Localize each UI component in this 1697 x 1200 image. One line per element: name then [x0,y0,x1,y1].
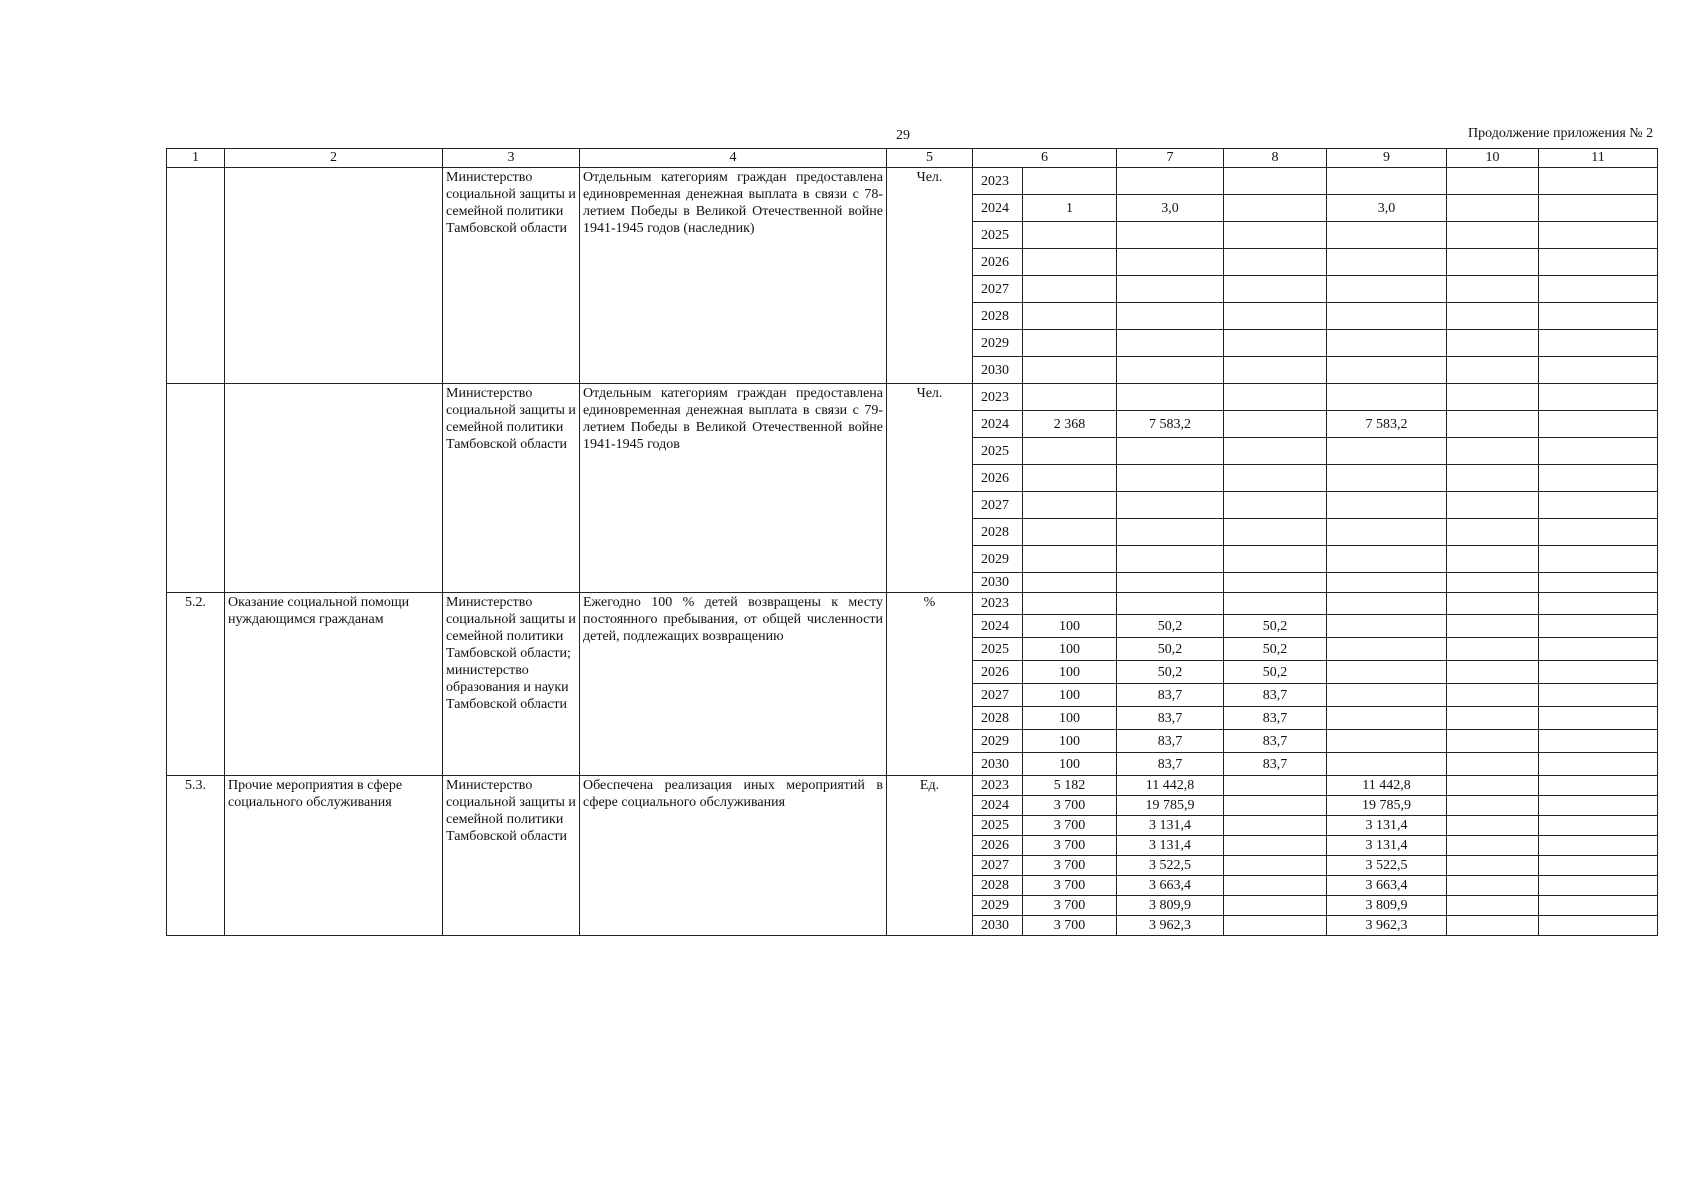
col8-cell [1224,249,1327,276]
total-cell: 83,7 [1117,684,1224,707]
col8-cell [1224,411,1327,438]
col10-cell [1447,896,1539,916]
col10-cell [1447,546,1539,573]
total-cell: 7 583,2 [1117,411,1224,438]
col11-cell [1539,753,1658,776]
result-cell: Обеспечена реализация иных мероприятий в сфере социального обслуживания [580,776,887,936]
value-cell: 100 [1023,730,1117,753]
col9-cell: 3 131,4 [1327,836,1447,856]
col11-cell [1539,796,1658,816]
col11-cell [1539,638,1658,661]
item-name-cell [225,168,443,384]
header-cell-10: 10 [1447,149,1539,168]
total-cell [1117,357,1224,384]
col9-cell [1327,357,1447,384]
col11-cell [1539,168,1658,195]
col11-cell [1539,330,1658,357]
year-cell: 2025 [973,438,1023,465]
col11-cell [1539,707,1658,730]
col11-cell [1539,615,1658,638]
col11-cell [1539,303,1658,330]
col8-cell: 50,2 [1224,661,1327,684]
col9-cell [1327,573,1447,593]
value-cell [1023,303,1117,330]
col8-cell [1224,222,1327,249]
year-cell: 2029 [973,896,1023,916]
col8-cell [1224,438,1327,465]
total-cell: 3 522,5 [1117,856,1224,876]
col8-cell [1224,330,1327,357]
total-cell: 3 962,3 [1117,916,1224,936]
col11-cell [1539,730,1658,753]
col11-cell [1539,593,1658,615]
value-cell [1023,384,1117,411]
year-cell: 2023 [973,593,1023,615]
col9-cell [1327,465,1447,492]
total-cell: 3 131,4 [1117,816,1224,836]
unit-cell: % [887,593,973,776]
total-cell [1117,330,1224,357]
col11-cell [1539,384,1658,411]
col9-cell: 11 442,8 [1327,776,1447,796]
value-cell: 1 [1023,195,1117,222]
value-cell: 3 700 [1023,916,1117,936]
value-cell: 100 [1023,638,1117,661]
col11-cell [1539,519,1658,546]
col8-cell [1224,168,1327,195]
total-cell: 3 809,9 [1117,896,1224,916]
col8-cell: 50,2 [1224,615,1327,638]
col9-cell [1327,519,1447,546]
value-cell: 3 700 [1023,876,1117,896]
col11-cell [1539,465,1658,492]
year-cell: 2027 [973,276,1023,303]
value-cell: 100 [1023,707,1117,730]
col11-cell [1539,876,1658,896]
year-cell: 2024 [973,411,1023,438]
year-cell: 2024 [973,796,1023,816]
col10-cell [1447,776,1539,796]
col8-cell [1224,276,1327,303]
col8-cell [1224,876,1327,896]
total-cell [1117,384,1224,411]
col10-cell [1447,465,1539,492]
col8-cell [1224,836,1327,856]
col10-cell [1447,856,1539,876]
unit-cell: Чел. [887,168,973,384]
table-row [167,168,1658,195]
total-cell [1117,222,1224,249]
year-cell: 2030 [973,916,1023,936]
table-row [167,776,1658,796]
header-cell-5: 5 [887,149,973,168]
col9-cell [1327,492,1447,519]
program-table [166,148,1658,936]
year-cell: 2030 [973,753,1023,776]
year-cell: 2026 [973,249,1023,276]
year-cell: 2025 [973,816,1023,836]
col9-cell [1327,330,1447,357]
col9-cell [1327,638,1447,661]
col8-cell: 83,7 [1224,684,1327,707]
col8-cell: 83,7 [1224,753,1327,776]
col11-cell [1539,836,1658,856]
total-cell: 50,2 [1117,615,1224,638]
col10-cell [1447,519,1539,546]
col9-cell: 7 583,2 [1327,411,1447,438]
unit-cell: Ед. [887,776,973,936]
col11-cell [1539,776,1658,796]
col9-cell [1327,684,1447,707]
col9-cell: 3 131,4 [1327,816,1447,836]
value-cell: 3 700 [1023,896,1117,916]
item-number-cell: 5.3. [167,776,225,936]
col8-cell: 83,7 [1224,707,1327,730]
page-number: 29 [896,128,910,143]
total-cell: 3,0 [1117,195,1224,222]
value-cell [1023,573,1117,593]
col9-cell [1327,546,1447,573]
executor-cell: Министерство социальной защиты и семейной политики Тамбовской области [443,384,580,593]
total-cell [1117,303,1224,330]
col8-cell [1224,896,1327,916]
header-cell-8: 8 [1224,149,1327,168]
col8-cell [1224,546,1327,573]
value-cell: 100 [1023,615,1117,638]
item-name-cell: Оказание социальной помощи нуждающимся гражданам [225,593,443,776]
col11-cell [1539,492,1658,519]
year-cell: 2023 [973,168,1023,195]
col10-cell [1447,684,1539,707]
year-cell: 2030 [973,357,1023,384]
year-cell: 2026 [973,836,1023,856]
col8-cell [1224,195,1327,222]
total-cell [1117,546,1224,573]
col10-cell [1447,330,1539,357]
value-cell: 100 [1023,661,1117,684]
col8-cell [1224,796,1327,816]
col8-cell [1224,303,1327,330]
col10-cell [1447,615,1539,638]
col9-cell: 3 809,9 [1327,896,1447,916]
col10-cell [1447,707,1539,730]
year-cell: 2027 [973,856,1023,876]
col11-cell [1539,357,1658,384]
col9-cell: 3 522,5 [1327,856,1447,876]
year-cell: 2024 [973,195,1023,222]
col10-cell [1447,303,1539,330]
col10-cell [1447,492,1539,519]
year-cell: 2030 [973,573,1023,593]
result-cell: Отдельным категориям граждан предоставлена единовременная денежная выплата в связи с 78-летием Победы в Великой Отечественной войне 1941-1945 годов (наследник) [580,168,887,384]
year-cell: 2029 [973,330,1023,357]
col10-cell [1447,573,1539,593]
col11-cell [1539,276,1658,303]
col9-cell [1327,384,1447,411]
col9-cell [1327,661,1447,684]
col9-cell [1327,593,1447,615]
value-cell [1023,357,1117,384]
executor-cell: Министерство социальной защиты и семейной политики Тамбовской области [443,776,580,936]
value-cell [1023,249,1117,276]
col11-cell [1539,916,1658,936]
col10-cell [1447,661,1539,684]
value-cell [1023,438,1117,465]
col11-cell [1539,816,1658,836]
col11-cell [1539,684,1658,707]
header-cell-1: 1 [167,149,225,168]
col8-cell: 83,7 [1224,730,1327,753]
value-cell [1023,492,1117,519]
total-cell [1117,438,1224,465]
col9-cell: 3 962,3 [1327,916,1447,936]
col10-cell [1447,796,1539,816]
year-cell: 2026 [973,661,1023,684]
col10-cell [1447,249,1539,276]
col8-cell [1224,357,1327,384]
year-cell: 2028 [973,876,1023,896]
header-cell-3: 3 [443,149,580,168]
col8-cell [1224,384,1327,411]
col8-cell [1224,816,1327,836]
item-number-cell [167,384,225,593]
total-cell [1117,519,1224,546]
col11-cell [1539,438,1658,465]
unit-cell: Чел. [887,384,973,593]
col10-cell [1447,638,1539,661]
col9-cell [1327,707,1447,730]
col10-cell [1447,836,1539,856]
col9-cell [1327,753,1447,776]
year-cell: 2028 [973,707,1023,730]
header-cell-7: 7 [1117,149,1224,168]
col8-cell [1224,573,1327,593]
col9-cell [1327,249,1447,276]
col10-cell [1447,411,1539,438]
col10-cell [1447,438,1539,465]
col9-cell [1327,222,1447,249]
year-cell: 2026 [973,465,1023,492]
year-cell: 2029 [973,546,1023,573]
year-cell: 2028 [973,303,1023,330]
col11-cell [1539,195,1658,222]
col10-cell [1447,222,1539,249]
header-cell-4: 4 [580,149,887,168]
total-cell: 11 442,8 [1117,776,1224,796]
header-cell-11: 11 [1539,149,1658,168]
total-cell [1117,249,1224,276]
col9-cell: 19 785,9 [1327,796,1447,816]
executor-cell: Министерство социальной защиты и семейной политики Тамбовской области [443,168,580,384]
col8-cell [1224,593,1327,615]
value-cell [1023,593,1117,615]
col11-cell [1539,411,1658,438]
table-row [167,384,1658,411]
result-cell: Ежегодно 100 % детей возвращены к месту постоянного пребывания, от общей численности детей, подлежащих возвращению [580,593,887,776]
col11-cell [1539,661,1658,684]
year-cell: 2025 [973,222,1023,249]
value-cell: 3 700 [1023,836,1117,856]
year-cell: 2028 [973,519,1023,546]
item-name-cell [225,384,443,593]
value-cell [1023,465,1117,492]
col9-cell [1327,168,1447,195]
value-cell [1023,546,1117,573]
item-number-cell [167,168,225,384]
value-cell: 100 [1023,684,1117,707]
value-cell [1023,222,1117,249]
value-cell: 5 182 [1023,776,1117,796]
col11-cell [1539,856,1658,876]
table-row [167,593,1658,615]
appendix-note: Продолжение приложения № 2 [1468,126,1654,141]
total-cell [1117,168,1224,195]
value-cell: 2 368 [1023,411,1117,438]
col8-cell [1224,519,1327,546]
year-cell: 2025 [973,638,1023,661]
col9-cell: 3 663,4 [1327,876,1447,896]
col9-cell [1327,438,1447,465]
total-cell [1117,593,1224,615]
total-cell: 3 131,4 [1117,836,1224,856]
col10-cell [1447,195,1539,222]
year-cell: 2027 [973,684,1023,707]
value-cell: 100 [1023,753,1117,776]
result-cell: Отдельным категориям граждан предоставлена единовременная денежная выплата в связи с 79-летием Победы в Великой Отечественной войне 1941-1945 годов [580,384,887,593]
col8-cell [1224,856,1327,876]
total-cell [1117,465,1224,492]
col11-cell [1539,546,1658,573]
col8-cell: 50,2 [1224,638,1327,661]
col10-cell [1447,876,1539,896]
col10-cell [1447,816,1539,836]
year-cell: 2023 [973,776,1023,796]
total-cell [1117,492,1224,519]
item-name-cell: Прочие мероприятия в сфере социального обслуживания [225,776,443,936]
total-cell: 83,7 [1117,753,1224,776]
value-cell [1023,330,1117,357]
item-number-cell: 5.2. [167,593,225,776]
col10-cell [1447,357,1539,384]
total-cell: 83,7 [1117,707,1224,730]
total-cell: 50,2 [1117,661,1224,684]
executor-cell: Министерство социальной защиты и семейной политики Тамбовской области; министерство образования и науки Тамбовской области [443,593,580,776]
value-cell: 3 700 [1023,816,1117,836]
col8-cell [1224,776,1327,796]
col10-cell [1447,168,1539,195]
value-cell: 3 700 [1023,856,1117,876]
col11-cell [1539,222,1658,249]
col10-cell [1447,916,1539,936]
col8-cell [1224,465,1327,492]
col10-cell [1447,384,1539,411]
total-cell: 19 785,9 [1117,796,1224,816]
value-cell [1023,168,1117,195]
year-cell: 2027 [973,492,1023,519]
col10-cell [1447,753,1539,776]
col9-cell [1327,276,1447,303]
header-cell-6: 6 [973,149,1117,168]
col9-cell [1327,303,1447,330]
total-cell [1117,276,1224,303]
col8-cell [1224,916,1327,936]
col11-cell [1539,249,1658,276]
header-cell-9: 9 [1327,149,1447,168]
col10-cell [1447,276,1539,303]
total-cell: 3 663,4 [1117,876,1224,896]
year-cell: 2023 [973,384,1023,411]
year-cell: 2024 [973,615,1023,638]
header-row [167,149,1658,168]
year-cell: 2029 [973,730,1023,753]
value-cell [1023,519,1117,546]
col9-cell: 3,0 [1327,195,1447,222]
col9-cell [1327,730,1447,753]
value-cell: 3 700 [1023,796,1117,816]
total-cell [1117,573,1224,593]
total-cell: 83,7 [1117,730,1224,753]
total-cell: 50,2 [1117,638,1224,661]
col10-cell [1447,593,1539,615]
col11-cell [1539,573,1658,593]
col10-cell [1447,730,1539,753]
col11-cell [1539,896,1658,916]
col9-cell [1327,615,1447,638]
col8-cell [1224,492,1327,519]
header-cell-2: 2 [225,149,443,168]
value-cell [1023,276,1117,303]
